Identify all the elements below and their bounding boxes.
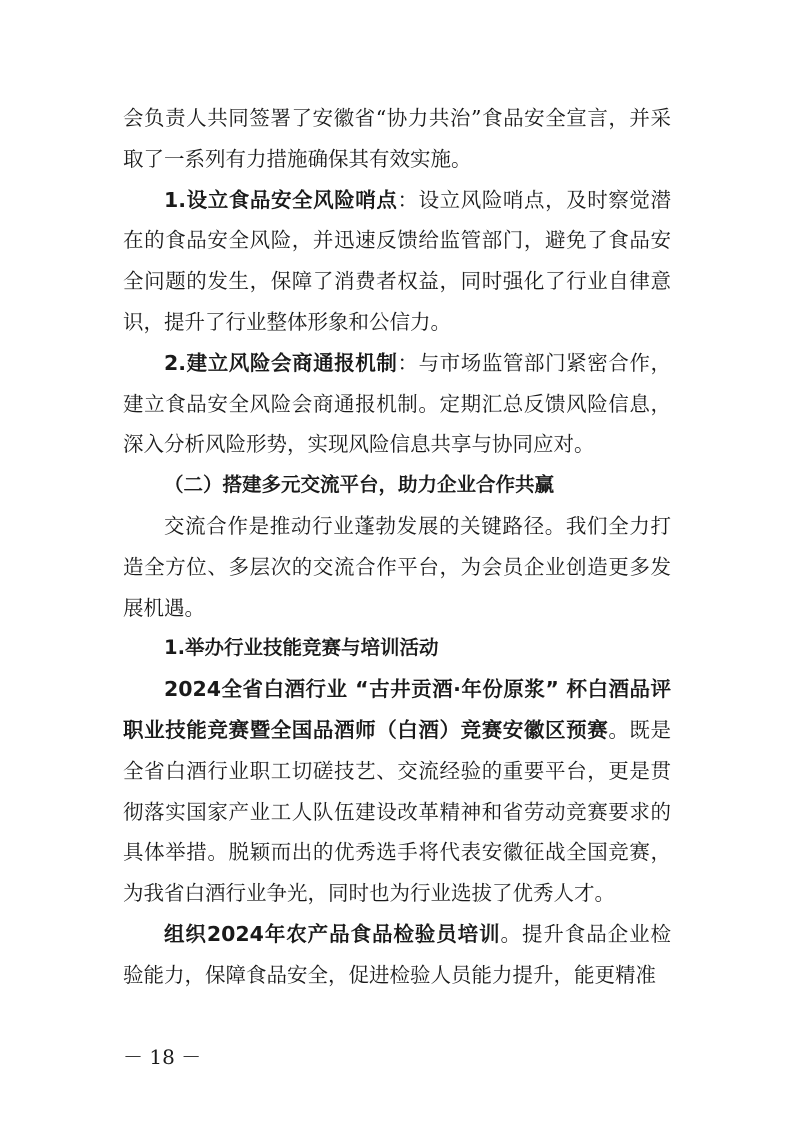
paragraph-text: ：设立风险哨点，及时察觉潜在的食品安全风险，并迅速反馈给监管部门，避免了食品安全问题的发生，保障了消费者权益，同时强化了行业自律意识，提升了行业整体形象和公信力。 <box>123 187 671 334</box>
paragraph-exchange-platform: 交流合作是推动行业蓬勃发展的关键路径。我们全力打造全方位、多层次的交流合作平台，为会员企业创造更多发展机遇。 <box>123 513 671 620</box>
document-body <box>123 98 671 996</box>
paragraph-competition <box>123 669 671 914</box>
paragraph-risk-sentinel <box>123 180 671 343</box>
section-heading: （二）搭建多元交流平台，助力企业合作共赢 <box>164 473 555 497</box>
paragraph-lead: 组织2024年农产品食品检验员培训 <box>164 921 501 946</box>
paragraph-lead: 2.建立风险会商通报机制 <box>164 350 398 375</box>
paragraph-lead: 2024全省白酒行业 “古井贡酒·年份原浆” 杯白酒品评职业技能竞赛暨全国品酒师（白酒）竞赛安徽区预赛 <box>123 677 671 742</box>
paragraph-declaration: 会负责人共同签署了安徽省“协力共治”食品安全宣言，并采取了一系列有力措施确保其有效实施。 <box>123 106 671 171</box>
page-number: － 18 － <box>123 1045 202 1069</box>
paragraph-training <box>123 914 671 996</box>
paragraph-lead: 1.设立食品安全风险哨点 <box>164 187 398 212</box>
paragraph-text: 。提升食品企业检验能力，保障食品安全，促进检验人员能力提升，能更精准 <box>123 921 671 987</box>
paragraph-text: ：与市场监管部门紧密合作，建立食品安全风险会商通报机制。定期汇总反馈风险信息，深入分析风险形势，实现风险信息共享与协同应对。 <box>123 350 671 457</box>
paragraph-text: 。既是全省白酒行业职工切磋技艺、交流经验的重要平台，更是贯彻落实国家产业工人队伍建设改革精神和省劳动竞赛要求的具体举措。脱颖而出的优秀选手将代表安徽征战全国竞赛，为我省白酒行业争光，同时也为行业选拔了优秀人才。 <box>123 717 672 906</box>
subsection-heading: 1.举办行业技能竞赛与培训活动 <box>164 636 439 660</box>
paragraph-risk-consultation <box>123 343 671 465</box>
